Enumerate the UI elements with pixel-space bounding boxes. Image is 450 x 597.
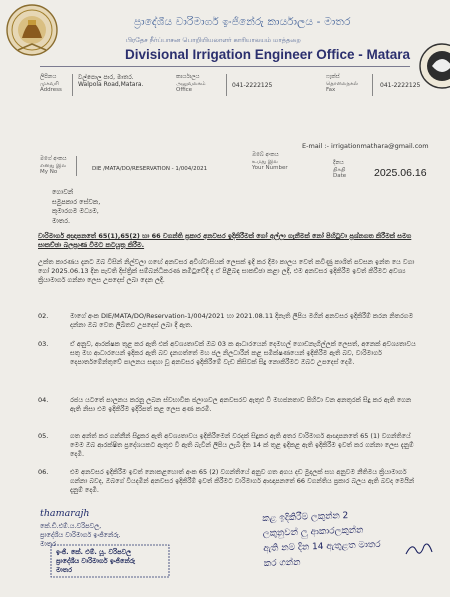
paragraph-number: 05. [38,432,49,440]
paragraph-4: රජය යටතේ පාලනය කරනු ලබන ස්වභාවික ජලාශවල අනවසරව ඇතුළු වී මහජනතාව පිහිටා වන අනතුරක් සිදු කර ඇති ගෙන ඇති නිසා එම ඉදිකිරීම ඉදිරිපත් කළ ලෙස අණ කරමි. [70,396,412,413]
signatory-block: කේ.ඩී.එම්.ය.වරිපවල, ප්‍රාදේශීය වාරිමාර්ග ඉංජිනේරු. මාතර [40,522,121,548]
your-number-label: ඔබේ අංකය உமது இல Your Number [252,152,288,171]
letter-date: 2025.06.16 [374,167,427,179]
divider [226,74,227,96]
my-number-value: DIE /MATA/DO/RESERVATION - 1/004/2021 [92,166,208,172]
divider [372,74,373,96]
fax-number: 041-2222125 [380,82,421,89]
paragraph-1: උක්ත කාරණය දැනට ඔබ විසින් නිල්වලා ගඟේ අනවසර අවිශ්වාසියක් ලෙසක් ඉදි කර දීමා කාලය වෙත් කවිණු කාශිත් පවසන ඉන්ත යෙ වගා ගෝ 2025.06.13 දින පැවති දිස්ත්‍රික් සම්බන්ධීකරණ කමිටුවේදී ද ඒ පිළිබඳ සාකච්ඡා කළා ලදී, එම අනවසර ඉදිකිරීම ඉවත් කිරීමට අවශ්‍ය ක්‍රියාමාර්ග ගන්නා ලෙස උපදෙස් ලබා දෙන ලදී. [38,258,415,284]
paragraph-2: මාගේ අංක DIE/MATA/DO/Reservation-1/004/2021 හා 2021.08.11 දිනැති ලිපිය මගින් අනවසර ඉදිකිරීම් කරන නිතරගම දන්නා ඔබ වෙත ලිඛිතව උපදෙස් ලබා දී ඇත. [70,312,414,329]
address-label: ලිපිනය முகவரி Address [40,74,62,93]
office-label: කාර්යාලය அலுவலகம் Office [176,74,206,93]
fax-label: ෆැක්ස් தொலைநகல் Fax [326,74,359,93]
office-title-sinhala: ප්‍රාදේශීය වාරිමාර්ග ඉංජිනේරු කාර්යාලය - මාතර [134,16,351,28]
office-phone: 041-2222125 [232,82,273,89]
national-emblem-icon [4,2,60,62]
office-title-english: Divisional Irrigation Engineer Office - Matara [125,47,411,62]
address-value: වල්පොල පාර, මාතර. Walpola Road,Matara. [78,74,144,88]
paragraph-6: එම අනවසර ඉදිකිරීම ඉවත් නොකළහොත් අංක 65 (2) වගන්තියේ අනුව ගත අගය දඩ මුදලක් සහ අනුවම නීතිමය ක්‍රියාමාර්ග ගන්නා බවද, ඔබගේ වියදමින් අනවසර ඉදිකිරීම් ඉවත් කිරීමට වාරිමාර්ග ආඥාපනතේ 66 වගන්තිය ප්‍රකාර බලය ඇති බවද මෙයින් දැනුම් දෙමි. [70,468,415,494]
paragraph-number: 06. [38,468,49,476]
date-label: දිනය திகதி Date [333,160,347,179]
divider [76,156,77,176]
letter-subject: වාරිමාර්ග අඥාපනතේ 65(1),65(2) හා 66 වගන්ති ප්‍රකාර අනවසර ඉදිකිරීමක් ගෝ අල්ලා ගැනීමක් නෝ පිහිටුවා ප්‍රශ්නගත කිරීමක් සමග සාකච්ඡා බලප්‍රාණ වීමට කටයුතු කිරීම. [38,232,412,249]
paragraph-5: ගත අන්ත් කර ගන්නීන් සිදුකර ඇති අවශ්‍යතාවය ඉදිකිරීමෙන් වරදක් සිදුකර ඇති අතර වාරිමාර්ග ආඥාපනතේ 65 (1) වගන්තියේ මෙම ඔබ ආරක්ෂිත ප්‍රදේශයකට ඇතුළු වී ඇති බැවින් ලිපිය ලැබී දින 14 ක් තුළ ඉදිකළ ඇති ඉදිකිරීම ඉවත් කර ගන්නා ලෙස දැනුම් දෙමි. [70,432,414,458]
handwritten-note: කළ ඉදිකිරීම් ලකුන්න 2 ලකුනුවන් ලු ආකාරලකුන්න ඇති නම් දින 14 ඇතුළත මාතර කර ගන්න [262,510,381,569]
email-address: E-mail :- irrigationmathara@gmail.com [302,142,429,150]
official-stamp: ඉංජි. කේ. එම්. යූ. වරිපවල ප්‍රාදේශීය වාරිමාර්ග ඉංජිනේරු මාතර [56,548,136,574]
header-divider [40,66,410,67]
department-emblem-icon [414,38,450,98]
divider [72,74,73,96]
paragraph-number: 03. [38,340,49,348]
office-title-tamil: பிரதேச நீர்ப்பாசன பொறியியலாளர் காரியாலயம் மாத்தறை [126,36,301,44]
paragraph-number: 02. [38,312,49,320]
signature: thamarajh [40,508,90,519]
paragraph-number: 04. [38,396,49,404]
my-number-label: මගේ අංකය எனது இல My No [40,156,67,175]
initials-scribble-icon [404,540,434,558]
recipient-address: ගොවන් සමුපකාර සේවක, කුමාරගම මධ්‍යම, මාතර. [52,188,101,225]
paragraph-3: ඒ අනුව, ආරක්ෂක තුළ කර ඇති එක් අවශ්‍යතාවක් ඔබ 03 ක ආධාරයෙන් දෙමහල් ගොඩනැගිල්ලක් ලෙසත්, අනෙක් අවශ්‍යතාවය සතු මහ ආධාරයෙන් ඉදිකර ඇති බව දැනගත්තේ මහ ජල නිලධාරීන් කළ සමීක්ෂණයෙන් ඉදිකිරීම ඇති බව, වාරිමාර්ග දෙපාර්තමේන්තුවේ පාලනය සඳහා වූ අනවසර ඉදිකිරීමේ වැඩ කිසිවක් සිදු නොකිරීමට ඔබට උපදෙස් දෙමි. [70,340,416,366]
